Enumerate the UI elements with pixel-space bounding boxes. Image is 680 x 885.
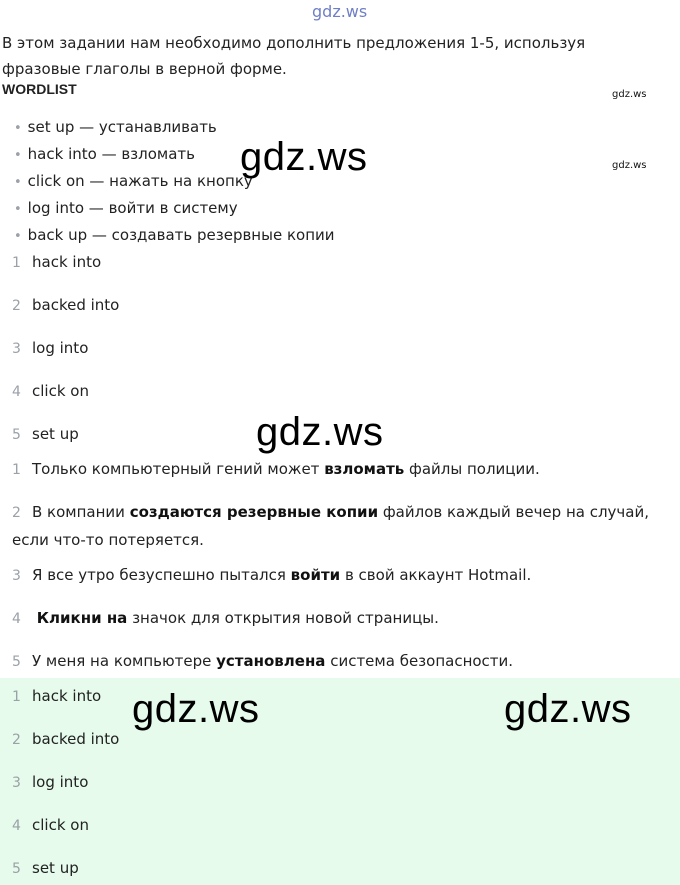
answer-text: click on [32,382,89,400]
bullet-icon: • [14,175,22,190]
sentence-text: Я все утро безуспешно пытался [32,566,291,584]
sentence-highlight: войти [290,566,341,584]
wordlist-item [14,226,335,244]
watermark-small: gdz.ws [612,89,647,100]
watermark-top: gdz.ws [312,2,368,21]
item-number: 3 [12,341,21,357]
answer-item [12,816,89,834]
sentence-item [12,652,513,670]
item-number: 1 [12,462,21,478]
answer-text: hack into [32,687,102,705]
sentence-text: файлов каждый вечер на случай, если что-то потеряется. [12,503,649,549]
item-number: 5 [12,427,21,443]
answer-item [12,425,79,443]
item-number: 2 [12,732,21,748]
bullet-icon: • [14,121,22,136]
item-number: 4 [12,818,21,834]
item-number: 1 [12,255,21,271]
sentence-highlight: взломать [324,460,405,478]
answer-text: backed into [32,730,120,748]
item-number: 3 [12,568,21,584]
sentence-text: в свой аккаунт Hotmail. [340,566,532,584]
answer-item [12,296,119,314]
sentence-item [12,566,531,584]
watermark-small: gdz.ws [612,160,647,171]
answer-item [12,253,101,271]
answer-text: log into [32,339,89,357]
wordlist-item [14,172,253,190]
answer-text: log into [32,773,89,791]
sentence-text: В компании [32,503,130,521]
item-number: 3 [12,775,21,791]
answer-item [12,687,101,705]
answer-item [12,859,79,877]
wordlist-heading: WORDLIST [2,81,77,97]
answer-text: backed into [32,296,120,314]
item-number: 4 [12,611,21,627]
item-number: 1 [12,689,21,705]
sentence-item [12,609,439,627]
answer-item [12,730,119,748]
wordlist-item-text: hack into — взломать [27,145,196,163]
sentence-text: У меня на компьютере [32,652,217,670]
sentence-highlight: создаются резервные копии [129,503,379,521]
item-number: 4 [12,384,21,400]
sentence-item [12,460,540,478]
wordlist-item [14,118,217,136]
watermark-large: gdz.ws [240,135,368,179]
sentence-item [12,499,667,554]
item-number: 5 [12,861,21,877]
wordlist-item [14,199,238,217]
watermark-large: gdz.ws [504,687,632,731]
sentence-highlight: Кликни на [36,609,128,627]
wordlist-item-text: set up — устанавливать [27,118,217,136]
answer-text: set up [32,859,79,877]
wordlist-item [14,145,195,163]
bullet-icon: • [14,229,22,244]
watermark-large: gdz.ws [132,687,260,731]
item-number: 2 [12,505,21,521]
sentence-highlight: установлена [216,652,326,670]
wordlist-item-text: back up — создавать резервные копии [27,226,335,244]
sentence-text: система безопасности. [325,652,514,670]
answer-text: set up [32,425,79,443]
intro-text: В этом задании нам необходимо дополнить предложения 1-5, используя фразовые глаголы в верной форме. [2,34,586,78]
answer-item [12,382,89,400]
sentence-text: Только компьютерный гений может [32,460,325,478]
answer-text: click on [32,816,89,834]
watermark-large: gdz.ws [256,410,384,454]
sentence-text: файлы полиции. [404,460,540,478]
wordlist-item-text: log into — войти в систему [27,199,238,217]
sentence-text: значок для открытия новой страницы. [127,609,439,627]
answer-item [12,773,88,791]
answer-item [12,339,88,357]
bullet-icon: • [14,202,22,217]
wordlist-item-text: click on — нажать на кнопку [27,172,253,190]
item-number: 5 [12,654,21,670]
item-number: 2 [12,298,21,314]
bullet-icon: • [14,148,22,163]
answer-text: hack into [32,253,102,271]
